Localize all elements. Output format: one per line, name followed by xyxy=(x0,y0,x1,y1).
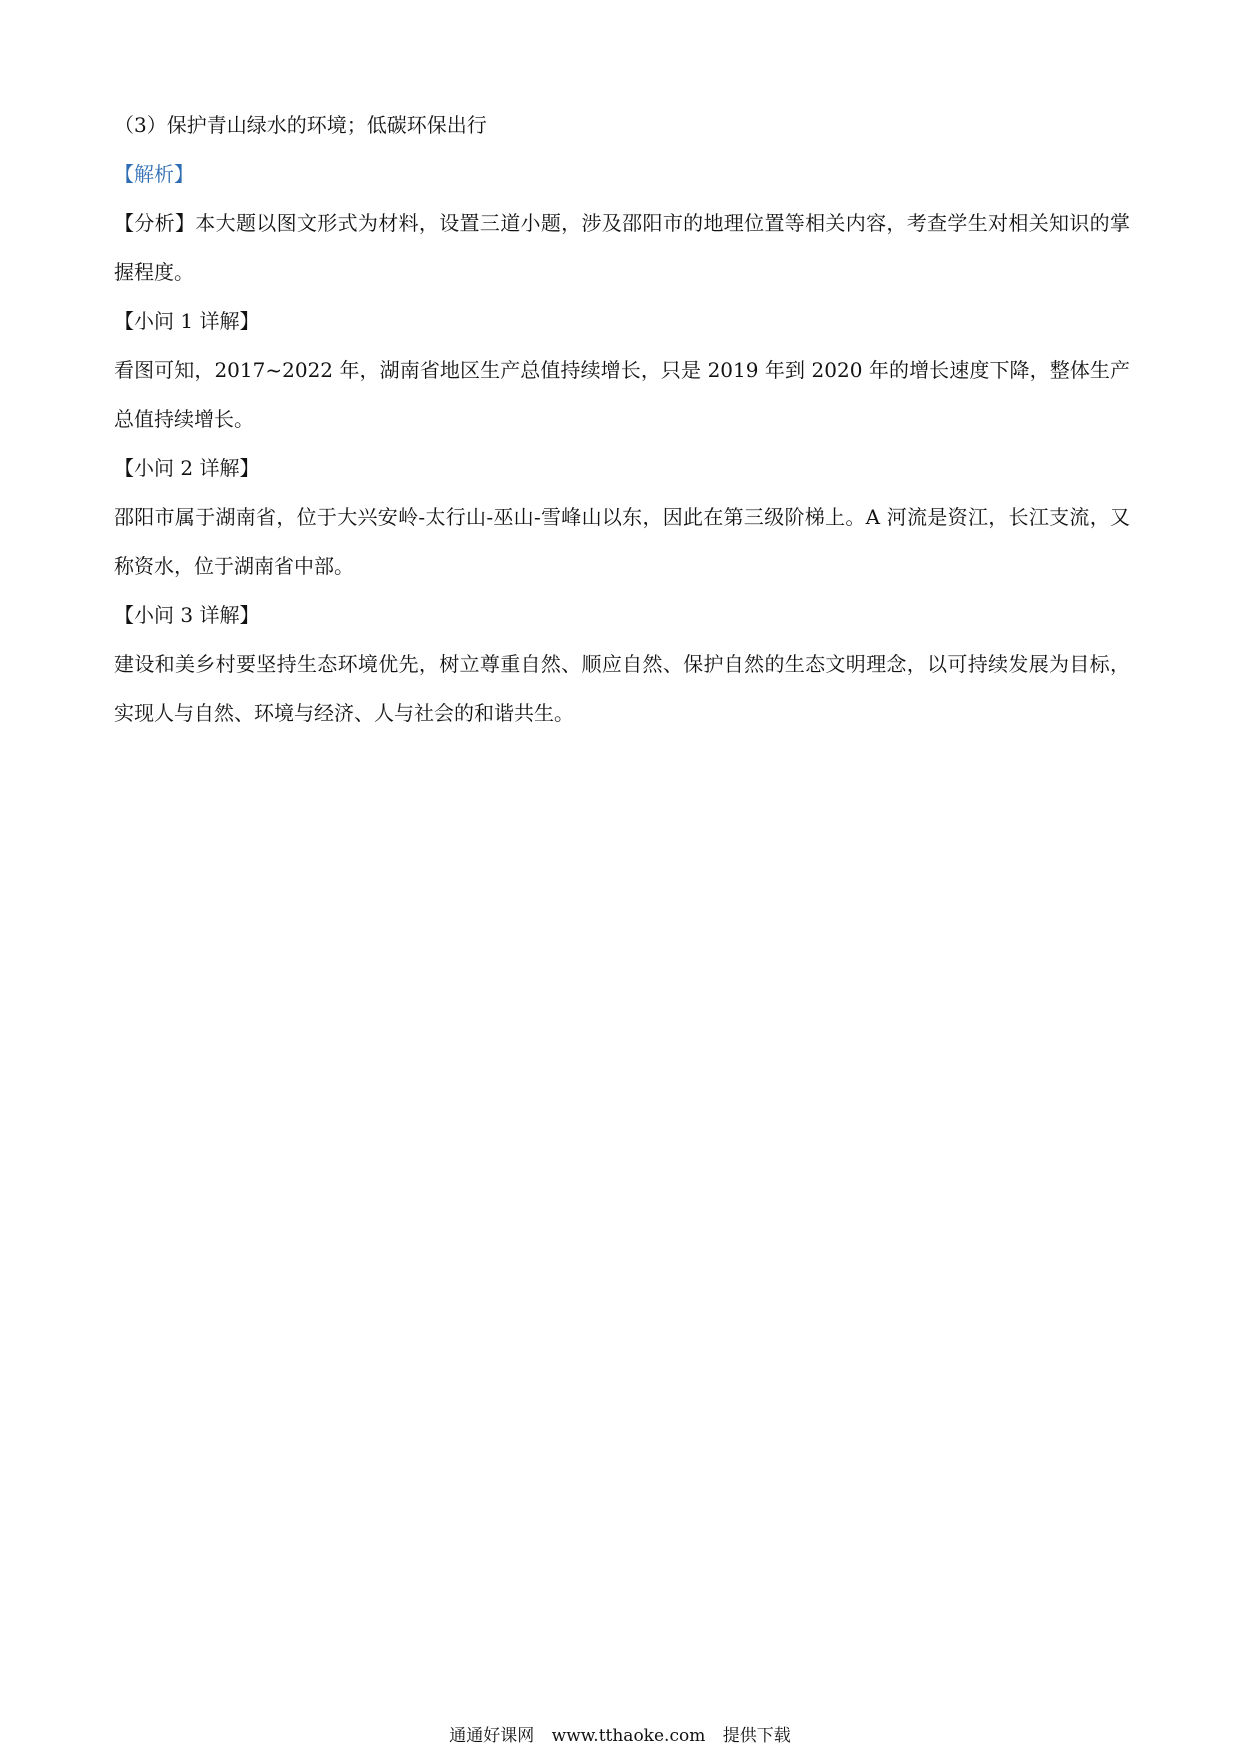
q1-body: 看图可知，2017~2022 年，湖南省地区生产总值持续增长，只是 2019 年到 2020 年的增长速度下降，整体生产总值持续增长。 xyxy=(114,358,1130,431)
q1-heading: 【小问 1 详解】 xyxy=(114,309,260,333)
footer-suffix: 提供下载 xyxy=(722,1726,791,1746)
answer-3: （3）保护青山绿水的环境；低碳环保出行 xyxy=(114,113,487,137)
analysis-paragraph: 【分析】本大题以图文形式为材料，设置三道小题，涉及邵阳市的地理位置等相关内容，考查学生对相关知识的掌握程度。 xyxy=(114,211,1130,284)
page-footer xyxy=(0,1724,1240,1748)
q2-heading: 【小问 2 详解】 xyxy=(114,456,260,480)
document-content xyxy=(114,101,1130,738)
footer-site-name: 通通好课网 xyxy=(449,1726,535,1746)
q3-body: 建设和美乡村要坚持生态环境优先，树立尊重自然、顺应自然、保护自然的生态文明理念，以可持续发展为目标，实现人与自然、环境与经济、人与社会的和谐共生。 xyxy=(114,652,1130,725)
q2-body: 邵阳市属于湖南省，位于大兴安岭-太行山-巫山-雪峰山以东，因此在第三级阶梯上。A 河流是资江，长江支流，又称资水，位于湖南省中部。 xyxy=(114,505,1130,578)
q3-heading: 【小问 3 详解】 xyxy=(114,603,260,627)
footer-url[interactable]: www.tthaoke.com xyxy=(551,1726,706,1746)
jiexi-label: 【解析】 xyxy=(114,162,194,186)
